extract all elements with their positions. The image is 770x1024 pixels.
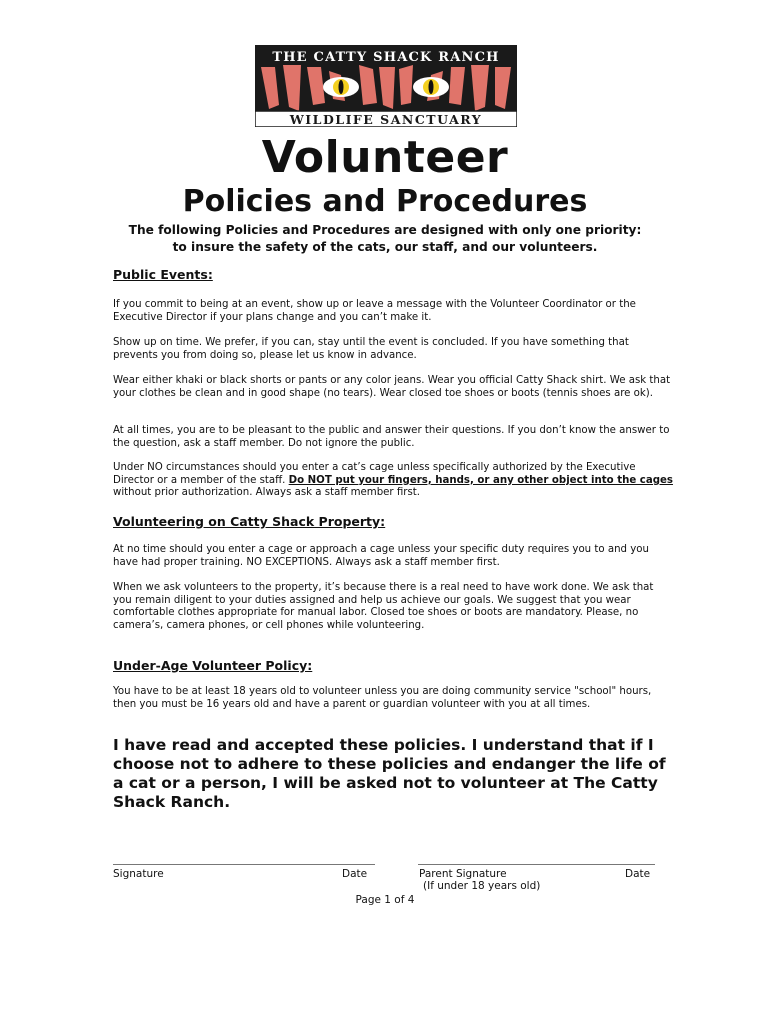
intro-line-2: to insure the safety of the cats, our staff, and our volunteers. — [172, 240, 598, 254]
page-subtitle: Policies and Procedures — [182, 184, 588, 219]
logo-bottom-text: WILDLIFE SANCTUARY — [289, 112, 483, 127]
page-number: Page 1 of 4 — [355, 894, 415, 906]
property-paragraph-2: When we ask volunteers to the property, it’s because there is a real need to have work done. We ask that you remain diligent to your duties assigned and help us achieve our goals. We suggest that you wear comfortable clothes appropriate for manual labor. Closed toe shoes or boots are mandatory. Please, no camera’s, camera phones, or cell phones while volunteering. — [113, 582, 654, 631]
paragraph-5-start: Under NO circumstances should you enter a cat’s cage unless specifically authorized by the Executive Director or a member of the staff. — [113, 462, 636, 486]
parent-signature-label: Parent Signature — [419, 868, 507, 880]
public-events-paragraph-4: At all times, you are to be pleasant to the public and answer their questions. If you don’t know the answer to the question, ask a staff member. Do not ignore the public. — [113, 425, 670, 449]
catty-shack-logo — [255, 45, 517, 127]
property-paragraph-1: At no time should you enter a cage or approach a cage unless your specific duty requires you to and you have had proper training. NO EXCEPTIONS. Always ask a staff member first. — [113, 544, 649, 568]
parent-signature-line[interactable] — [418, 864, 655, 865]
public-events-heading: Public Events: — [113, 267, 213, 282]
date-label-1: Date — [342, 868, 368, 880]
underage-heading: Under-Age Volunteer Policy: — [113, 658, 313, 673]
public-events-paragraph-3: Wear either khaki or black shorts or pants or any color jeans. Wear you official Catty Shack shirt. We ask that your clothes be clean and in good shape (no tears). Wear closed toe shoes or boots (tennis shoes are ok). — [113, 375, 671, 399]
intro-text — [0, 222, 770, 256]
page-title: Volunteer — [261, 132, 509, 183]
paragraph-5-emphasis: Do NOT put your fingers, hands, or any other object into the cages — [288, 474, 673, 486]
public-events-paragraph-1: If you commit to being at an event, show up or leave a message with the Volunteer Coordinator or the Executive Director if your plans change and you can’t make it. — [113, 299, 636, 323]
underage-paragraph-1: You have to be at least 18 years old to volunteer unless you are doing community service "school" hours, then you must be 16 years old and have a parent or guardian volunteer with you at all times. — [113, 686, 652, 710]
logo-top-text: THE CATTY SHACK RANCH — [272, 50, 500, 65]
property-heading: Volunteering on Catty Shack Property: — [113, 514, 386, 529]
signature-line[interactable] — [113, 864, 375, 865]
paragraph-5-end: without prior authorization. Always ask a staff member first. — [113, 487, 421, 499]
public-events-paragraph-2: Show up on time. We prefer, if you can, stay until the event is concluded. If you have something that prevents you from doing so, please let us know in advance. — [113, 337, 629, 361]
public-events-paragraph-5 — [113, 462, 673, 500]
parent-note: (If under 18 years old) — [423, 880, 541, 892]
date-label-2: Date — [625, 868, 651, 880]
signature-label: Signature — [113, 868, 164, 880]
intro-line-1: The following Policies and Procedures are designed with only one priority: — [128, 223, 642, 237]
acceptance-statement: I have read and accepted these policies. I understand that if I choose not to adhere to these policies and endanger the life of a cat or a person, I will be asked not to volunteer at The Catty Shack Ranch. — [113, 736, 666, 811]
